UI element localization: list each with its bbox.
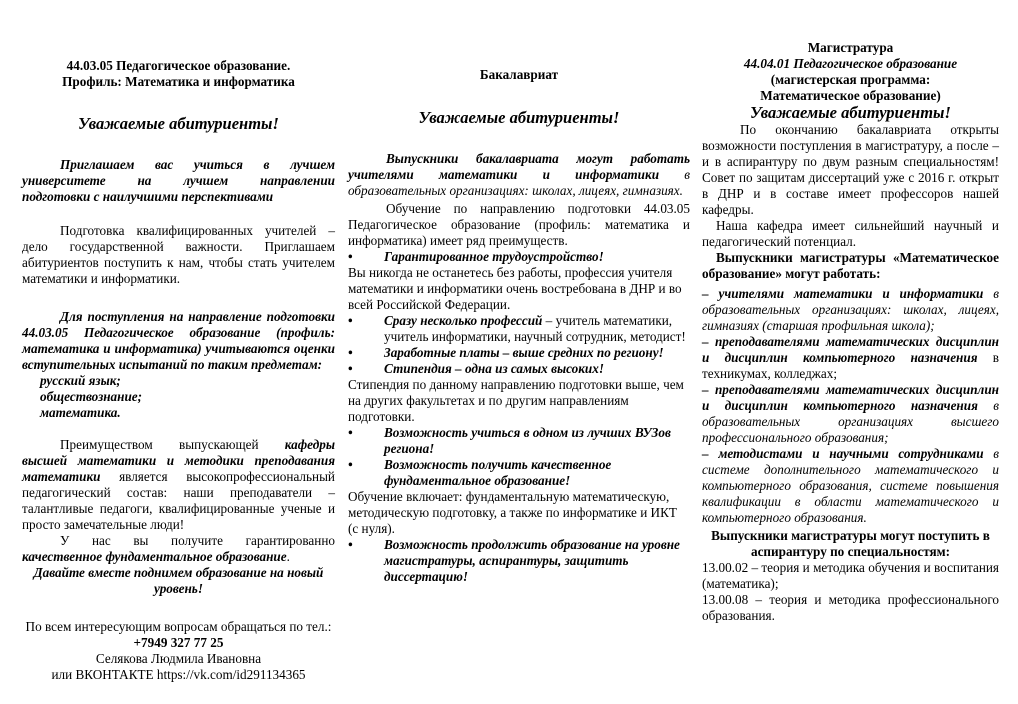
- subject-item: обществознание;: [40, 389, 143, 404]
- aspirantura-head: Выпускники магистратуры могут поступить в аспирантуру по специальностям:: [711, 528, 990, 559]
- intro-text: По окончанию бакалавриата открыты возможности поступления в магистратуру, а после – и в аспирантуру по двум разным специальностям! Совет по защитам диссертаций уже с 2016 г. открыт в ДНР и в составе имеет профессоров нашей кафедры.: [702, 122, 999, 217]
- benefit-title-text: Гарантированное трудоустройство!: [384, 249, 604, 264]
- benefit-title: [348, 345, 690, 361]
- bullet-icon: •: [348, 457, 353, 472]
- contact-name: Селякова Людмила Ивановна: [95, 651, 262, 666]
- role-item: [702, 334, 999, 382]
- program-line2: (магистерская программа:: [770, 72, 931, 87]
- contact-line: По всем интересующим вопросам обращаться по тел.:: [25, 619, 332, 634]
- role-title: – преподавателями математических дисциплин и дисциплин компьютерного назначения: [702, 334, 999, 365]
- contact-vk-link[interactable]: или ВКОНТАКТЕ https://vk.com/id291134365: [51, 667, 306, 682]
- advantage-post: является высокопрофессиональный педагогический состав: наши преподаватели – талантливые педагоги, квалифицированные ученые и просто замечательные люди!: [22, 469, 335, 532]
- role-desc: в образовательных организациях высшего профессионального образования;: [702, 398, 1000, 445]
- invite-text-end: подготовки с наилучшими перспективами: [22, 189, 274, 204]
- grads-text: [348, 151, 690, 199]
- benefit-title: [348, 313, 690, 345]
- specialty-item: 13.00.02 – теория и методика обучения и воспитания (математика);: [702, 560, 999, 591]
- column-profile: [22, 0, 335, 683]
- benefit-text: Вы никогда не останетесь без работы, профессия учителя математики и информатики очень востребована в ДНР и во всей Российской Федерации.: [348, 265, 682, 312]
- role-item: [702, 286, 999, 334]
- department-name: кафедры высшей математики и методики преподавания математики: [22, 437, 335, 484]
- subject-item: русский язык;: [40, 373, 121, 388]
- benefit-title: [348, 537, 690, 585]
- guarantee-dot: .: [286, 549, 290, 564]
- program-code: 44.04.01 Педагогическое образование: [743, 56, 958, 71]
- grads-italic: в образовательных организациях: школах, лицеях, гимназиях.: [348, 167, 690, 198]
- benefit-text: Стипендия по данному направлению подготовки выше, чем на других факультетах и по другим направлениям подготовки.: [348, 377, 684, 424]
- profile-header-line1: 44.03.05 Педагогическое образование.: [66, 58, 291, 73]
- profile-header-line2: Профиль: Математика и информатика: [62, 74, 295, 89]
- subjects-list: [22, 373, 335, 421]
- bullet-icon: •: [348, 537, 353, 552]
- role-item: [702, 382, 999, 446]
- greeting: Уважаемые абитуриенты!: [78, 114, 279, 133]
- role-title: – учителями математики и информатики: [702, 286, 984, 301]
- benefit-title-text: Возможность учиться в одном из лучших ВУЗов региона!: [384, 425, 671, 456]
- role-desc: в образовательных организациях: школах, лицеях, гимназиях (старшая профильная школа);: [702, 286, 999, 333]
- admission-text: Для поступления на направление подготовки 44.03.05 Педагогическое образование (профиль: математика и информатика) учитываются оценки вступительных испытаний по таким предметам:: [22, 309, 335, 372]
- training-text: Обучение по направлению подготовки 44.03.05 Педагогическое образование (профиль: математика и информатика) имеет ряд преимуществ.: [348, 201, 690, 248]
- subject-item: математика.: [40, 405, 121, 420]
- benefit-title: [348, 457, 690, 489]
- role-desc: в системе дополнительного математического и компьютерного образования, системе повышения квалификации в области математического и компьютерного образования.: [702, 446, 1000, 525]
- motto: Давайте вместе поднимем образование на новый уровень!: [33, 565, 324, 596]
- bullet-icon: •: [348, 249, 353, 264]
- role-title: – преподавателями математических дисциплин и дисциплин компьютерного назначения: [702, 382, 999, 413]
- greeting: Уважаемые абитуриенты!: [750, 103, 951, 122]
- bachelor-header: Бакалавриат: [479, 67, 559, 82]
- contact-phone[interactable]: +7949 327 77 25: [133, 635, 224, 650]
- bullet-icon: •: [348, 313, 353, 328]
- benefit-title-text: Возможность получить качественное фундаментальное образование!: [384, 457, 612, 488]
- benefit-title: [348, 249, 690, 265]
- role-title: – методистами и научными сотрудниками: [702, 446, 984, 461]
- prep-text: Подготовка квалифицированных учителей – дело государственной важности. Приглашаем абитуриентов поступить к нам, чтобы стать учителем математики и информатики.: [22, 223, 335, 286]
- column-master: [702, 0, 999, 624]
- guarantee-pre: У нас вы получите гарантированно: [60, 533, 335, 548]
- grads-head: Выпускники магистратуры «Математическое образование» могут работать:: [702, 250, 999, 281]
- greeting: Уважаемые абитуриенты!: [418, 108, 620, 127]
- benefit-inline-text: – учитель математики, учитель информатики, научный сотрудник, методист!: [384, 313, 686, 344]
- advantage-text: [22, 437, 335, 533]
- bullet-icon: •: [348, 345, 353, 360]
- specialty-item: 13.00.08 – теория и методика профессионального образования.: [702, 592, 999, 623]
- bullet-icon: •: [348, 361, 353, 376]
- bullet-icon: •: [348, 425, 353, 440]
- role-item: [702, 446, 999, 526]
- guarantee-text: [22, 533, 335, 565]
- benefit-title: [348, 361, 690, 377]
- column-bachelor: [348, 0, 690, 585]
- guarantee-em: качественное фундаментальное образование: [22, 549, 287, 564]
- benefit-title-text: Стипендия – одна из самых высоких!: [384, 361, 604, 376]
- program-line3: Математическое образование): [760, 88, 941, 103]
- benefit-title-text: Возможность продолжить образование на уровне магистратуры, аспирантуры, защитить диссертацию!: [384, 537, 680, 584]
- advantage-pre: Преимуществом выпускающей: [60, 437, 259, 452]
- role-desc: в техникумах, колледжах;: [702, 350, 1000, 381]
- benefit-text: Обучение включает: фундаментальную математическую, методическую подготовку, а также по информатике и ИКТ (с нуля).: [348, 489, 677, 536]
- grads-bold: Выпускники бакалавриата могут работать учителями математики и информатики: [348, 151, 690, 182]
- master-header: Магистратура: [807, 40, 894, 55]
- invite-text: Приглашаем вас учиться в лучшем университете на лучшем направлении: [22, 157, 335, 188]
- potential-text: Наша кафедра имеет сильнейший научный и педагогический потенциал.: [702, 218, 999, 249]
- benefit-title: [348, 425, 690, 457]
- benefit-title-text: Сразу несколько профессий: [384, 313, 543, 328]
- benefit-title-text: Заработные платы – выше средних по региону!: [384, 345, 664, 360]
